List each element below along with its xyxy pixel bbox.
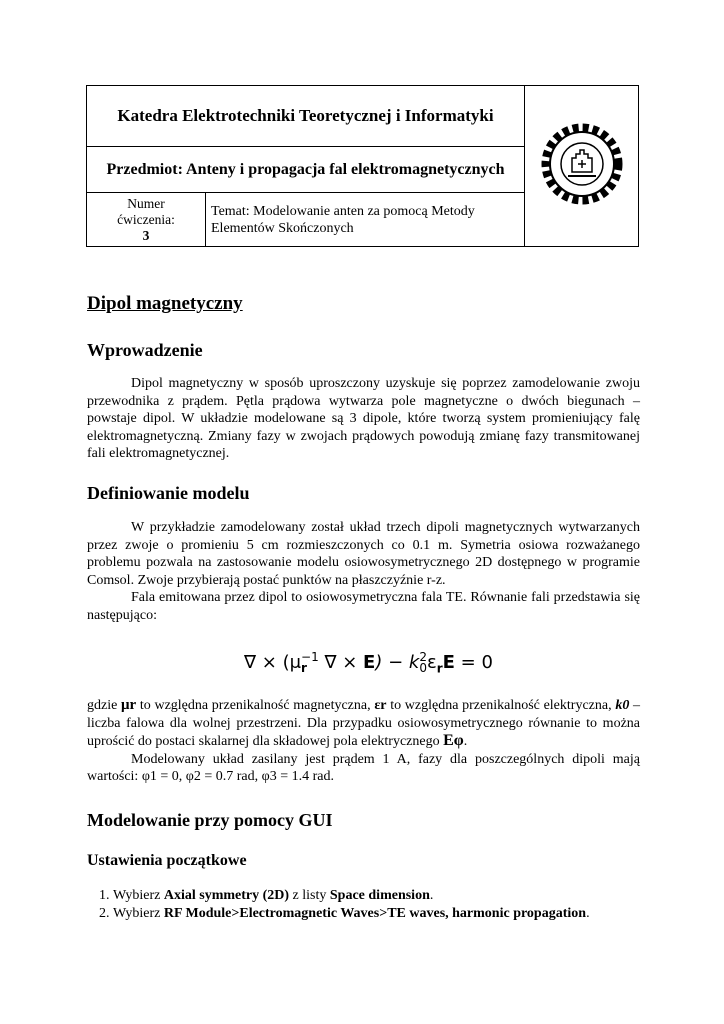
model-heading: Definiowanie modelu [87,483,250,503]
topic-line-1: Temat: Modelowanie anten za pomocą Metody [211,203,475,219]
settings-subheading: Ustawienia początkowe [87,852,247,869]
wave-equation: ∇ × (μ −1 r ∇ × E) − k 2 0 $\varepsilon_rE = 0$ [244,650,493,676]
document-title: Dipol magnetyczny [87,293,243,314]
exercise-label-1: Numer [127,195,165,211]
model-paragraph-2: Fala emitowana przez dipol to osiowosymetryczna fala TE. Równanie fali przedstawia się następująco: [87,590,640,623]
intro-heading: Wprowadzenie [87,340,203,360]
university-logo [525,86,639,247]
step-item-2: 2. Wybierz RF Module>Electromagnetic Waves>TE waves, harmonic propagation. [113,905,644,923]
subject-name: Przedmiot: Anteny i propagacja fal elektromagnetycznych [87,147,525,193]
steps-list [91,887,644,922]
topic-cell [206,193,525,247]
equation-description-paragraph: gdzie μr to względna przenikalność magnetyczna, εr to względna przenikalność elektryczna, k0 – liczba falowa dla wolnej przestrzeni. Dla przypadku osiowosymetrycznego równanie to można uprościć do postaci skalarnej dla składowej pola elektrycznego Eφ. [87,697,641,749]
model-paragraph-1: W przykładzie zamodelowany został układ trzech dipoli magnetycznych wytwarzanych przez zwoje o promieniu 5 cm rozmieszczonych co 0.1 m. Symetria osiowa rozważanego problemu pozwala na zastosowanie modelu osiowosymetrycznego 2D dostępnego w programie Comsol. Zwoje przybierają postać punktów na płaszczyźnie r-z. [87,520,640,588]
exercise-number-cell [87,193,206,247]
university-logo-icon [534,116,630,212]
equation-description [87,697,640,786]
header-table [86,85,639,247]
topic-line-2: Elementów Skończonych [211,220,354,236]
gui-heading: Modelowanie przy pomocy GUI [87,810,333,830]
step-item-1: 1. Wybierz Axial symmetry (2D) z listy Space dimension. [113,887,644,905]
exercise-number: 3 [142,227,150,243]
model-paragraphs [87,519,640,624]
exercise-label-2: ćwiczenia: [117,211,175,227]
intro-paragraph: Dipol magnetyczny w sposób uproszczony uzyskuje się poprzez zamodelowanie zwoju przewodnika z prądem. Pętla prądowa wytwarza pole magnetyczne o dwóch biegunach – powstaje dipol. W układzie modelowane są 3 dipole, które tworzą system promieniujący falę elektromagnetyczną. Zmiany fazy w zwojach prądowych powodują zmianę fazy transmitowanej fali elektromagnetycznej. [87,376,640,461]
department-name: Katedra Elektrotechniki Teoretycznej i Informatyki [87,86,525,147]
supply-paragraph: Modelowany układ zasilany jest prądem 1 A, fazy dla poszczególnych dipoli mają wartości: φ1 = 0, φ2 = 0.7 rad, φ3 = 1.4 rad. [87,751,640,784]
